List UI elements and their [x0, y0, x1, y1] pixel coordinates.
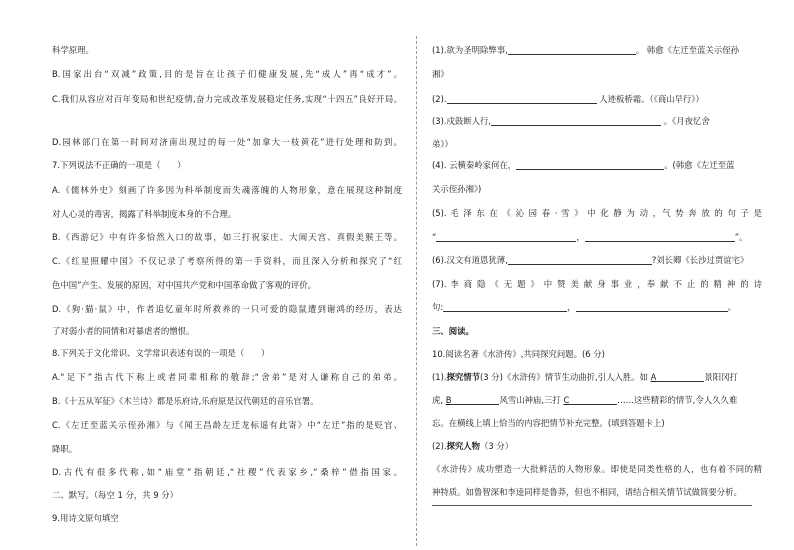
fill-3: (3).戍鼓断人行, 。《月夜忆舍 [432, 116, 710, 126]
answer-blank[interactable] [576, 302, 728, 312]
left-column [52, 0, 402, 550]
section-2-heading: 二、默写。（每空 1 分，共 9 分） [52, 490, 178, 500]
answer-blank[interactable] [451, 395, 499, 405]
q7-option-c-cont: 色中国”产生、发展的原因，对中国共产党和中国革命做了客观的评价。 [52, 280, 316, 290]
q7-option-b: B.《西游记》中有许多恰然入口的故事，如三打祝家庄、大闹天宫、真假美猴王等。 [52, 232, 402, 242]
question-8: 8.下列关于文化常识、文学常识表述有误的一项是（ ） [52, 348, 270, 358]
answer-blank[interactable] [516, 160, 664, 170]
q7-option-d: D.《狗·猫·鼠》中，作者追忆童年时所救养的一只可爱的隐鼠遭到谢鸿的经历，表达 [52, 304, 402, 314]
fill-3-cont: 弟》） [432, 139, 453, 149]
answer-blank[interactable] [443, 302, 567, 312]
answer-blank[interactable] [436, 232, 576, 242]
fill-7: (7). 李 商 隐 《 无 题 》 中 赞 美 献 身 事 业 ，奉 献 不 止 的 精 神 的 诗 [432, 279, 762, 289]
fill-1: (1).欲为圣明除弊事, 。 韩愈《左迁至蓝关示侄孙 [432, 45, 739, 55]
q7-option-c: C.《红星照耀中国》不仅记录了考察所得的第一手资料，而且深入分析和探究了“红 [52, 256, 402, 266]
q7-option-a-cont: 对人心灵的毒害，揭露了科举制度本身的不合理。 [52, 209, 237, 219]
q10-part-2: (2).探究人物（3 分） [432, 441, 514, 451]
section-3-heading: 三、阅读。 [432, 326, 474, 336]
option-b: B.国家出台“双减”政策,目的是旨在让孩子们健康发展,先“成人”再“成才”。 [52, 69, 402, 79]
q10-part-2-text-cont: 神特质。如鲁智深和李逵同样是鲁莽，但也不相同，请结合相关情节试做简要分析。 [432, 487, 742, 497]
column-divider [416, 36, 418, 546]
q8-option-b: B.《十五从军征》《木兰诗》都是乐府诗,乐府原是汉代朝廷的音乐官署。 [52, 396, 319, 406]
q8-option-c: C.《左迁至蓝关示侄孙湘》与《闻王昌龄左迁龙标遥有此寄》中“左迁”指的是贬官、 [52, 420, 402, 430]
fill-7-blanks: 句: ， 。 [432, 302, 736, 312]
question-10: 10.阅读名著《水浒传》,共同探究问题。(6 分) [432, 349, 605, 359]
q10-part-1: (1).探究情节(3 分)《水浒传》情节生动曲折,引人入胜。如 A 景阳冈打 [432, 372, 738, 382]
q10-part-1-cont: 虎, B 风雪山神庙,三打 C ……这些精彩的情节,令人久久难 [432, 395, 738, 405]
q10-part-2-text: 《水浒传》成功塑造一大批鲜活的人物形象。即使是同类性格的人，也有着不同的精 [432, 464, 762, 474]
answer-blank[interactable] [508, 255, 652, 265]
q10-part-1-instruction: 忘。在横线上填上恰当的内容把情节补充完整。(填到答题卡上) [432, 418, 665, 428]
option-c: C.我们从容应对百年变局和世纪疫情,奋力完成改革发展稳定任务,实现“十四五”良好开局。 [52, 94, 402, 104]
q8-option-d: D.古代有很多代称,如“庙堂”指朝廷,“社稷”代表家乡,“桑梓”借指国家。 [52, 467, 402, 477]
q8-option-c-cont: 降职。 [52, 444, 78, 454]
question-9: 9.用诗文原句填空 [52, 513, 119, 523]
q7-option-d-cont: 了对弱小者的同情和对暴虐者的憎恨。 [52, 326, 195, 336]
answer-line[interactable] [432, 505, 752, 506]
text-line: 科学原理。 [52, 45, 94, 55]
right-column [432, 0, 762, 550]
fill-1-cont: 湘》 [432, 69, 449, 79]
answer-blank[interactable] [569, 395, 617, 405]
fill-4: (4). 云横秦岭家何在， 。(韩愈《左迁至蓝 [432, 160, 735, 170]
fill-2: (2). 人迹板桥霜。（《商山早行》） [432, 94, 704, 104]
q8-option-a: A.“足下”指古代下称上或者同辈相称的敬辞;“舍弟”是对人谦称自己的弟弟。 [52, 372, 402, 382]
fill-5: (5). 毛 泽 东 在 《 沁 园 春 · 雪 》 中 化 静 为 动 ，气 势 奔 放 的 句 子 是 [432, 208, 762, 218]
answer-blank[interactable] [491, 116, 661, 126]
fill-5-blanks: “ ， ”。 [432, 232, 748, 242]
question-7: 7.下列说法不正确的一项是（ ） [52, 160, 186, 170]
answer-blank[interactable] [508, 45, 636, 55]
fill-4-cont: 关示侄孙湘》) [432, 184, 482, 194]
answer-blank[interactable] [447, 94, 597, 104]
answer-blank[interactable] [656, 372, 704, 382]
q7-option-a: A.《儒林外史》刻画了许多因为科举制度而失魂落魄的人物形象，意在展现这种制度 [52, 185, 402, 195]
option-d: D.园林部门在第一时间对济南出现过的每一处“加拿大一枝黄花”进行处理和防到。 [52, 137, 402, 147]
fill-6: (6).汉文有道恩犹薄, ?刘长卿《长沙过贾谊宅》 [432, 255, 749, 265]
answer-blank[interactable] [585, 232, 735, 242]
